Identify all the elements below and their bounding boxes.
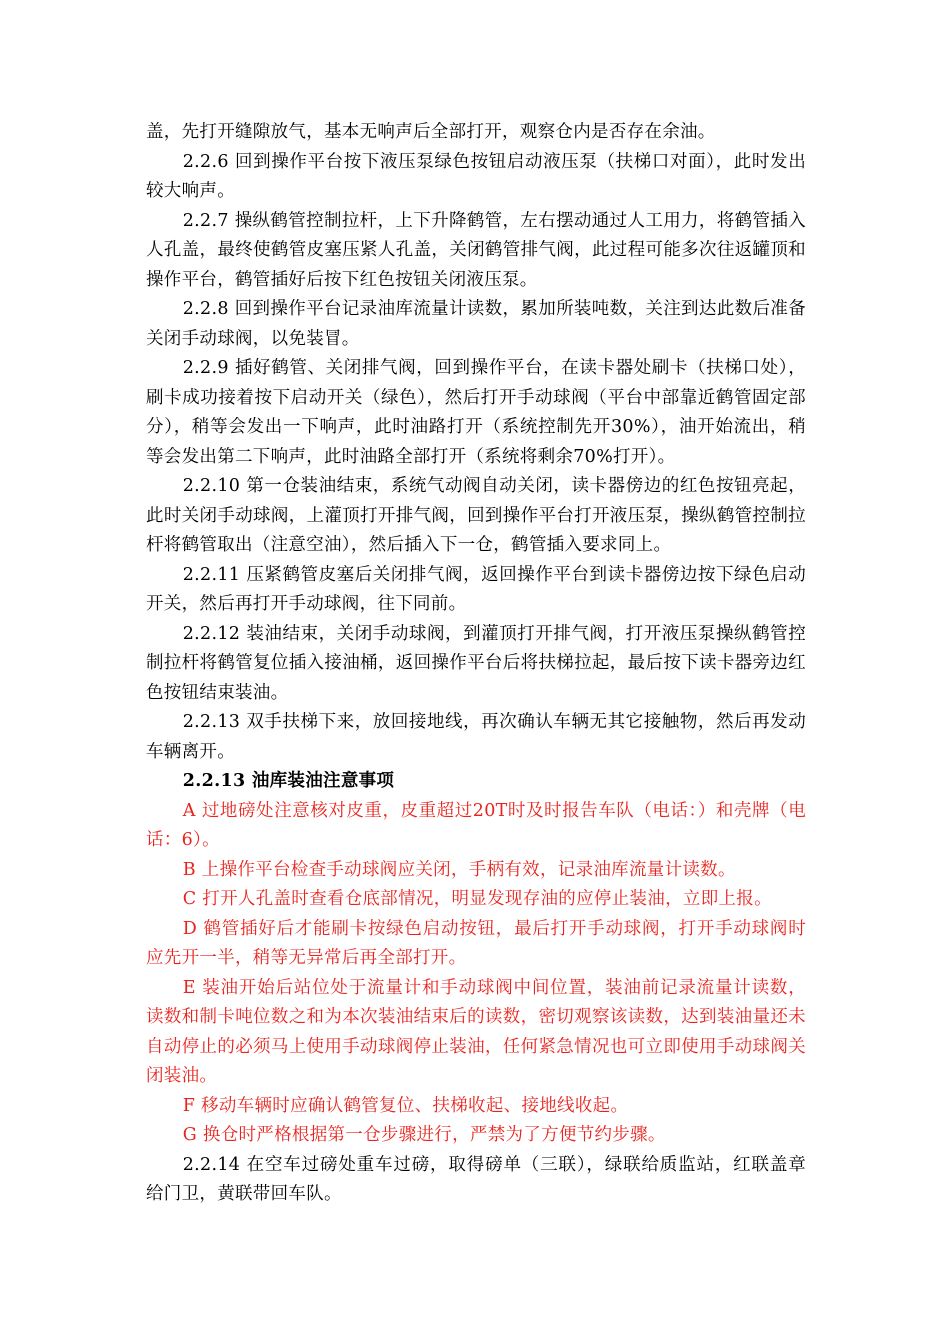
paragraph-2-2-7: 2.2.7 操纵鹤管控制拉杆，上下升降鹤管，左右摆动通过人工用力，将鹤管插入人孔盖，最终使鹤管皮塞压紧人孔盖，关闭鹤管排气阀，此过程可能多次往返罐顶和操作平台，鹤管插好后按下红色按钮关闭液压泵。	[146, 210, 806, 290]
paragraph-2-2-9: 2.2.9 插好鹤管、关闭排气阀，回到操作平台，在读卡器处刷卡（扶梯口处），刷卡成功接着按下启动开关（绿色），然后打开手动球阀（平台中部靠近鹤管固定部分），稍等会发出一下响声，此时油路打开（系统控制先开30%），油开始流出，稍等会发出第二下响声，此时油路全部打开（系统将剩余70%打开）。	[146, 358, 806, 467]
paragraph-2-2-8: 2.2.8 回到操作平台记录油库流量计读数，累加所装吨数，关注到达此数后准备关闭手动球阀，以免装冒。	[146, 299, 806, 349]
notice-item-b: B 上操作平台检查手动球阀应关闭，手柄有效，记录油库流量计读数。	[182, 859, 736, 880]
paragraph-continuation: 盖，先打开缝隙放气，基本无响声后全部打开，观察仓内是否存在余油。	[146, 122, 716, 142]
notice-item-c: C 打开人孔盖时查看仓底部情况，明显发现存油的应停止装油，立即上报。	[182, 889, 772, 909]
paragraph-2-2-13: 2.2.13 双手扶梯下来，放回接地线，再次确认车辆无其它接触物，然后再发动车辆离开。	[146, 712, 806, 762]
notice-item-e: E 装油开始后站位处于流量计和手动球阀中间位置，装油前记录流量计读数，读数和制卡吨位数之和为本次装油结束后的读数，密切观察该读数，达到装油量还未自动停止的必须马上使用手动球阀停止装油，任何紧急情况也可立即使用手动球阀关闭装油。	[146, 977, 806, 1086]
notice-item-a: A 过地磅处注意核对皮重，皮重超过20T时及时报告车队（电话：）和壳牌（电话：6）。	[146, 800, 806, 850]
paragraph-2-2-12: 2.2.12 装油结束，关闭手动球阀，到灌顶打开排气阀，打开液压泵操纵鹤管控制拉杆将鹤管复位插入接油桶，返回操作平台后将扶梯拉起，最后按下读卡器旁边红色按钮结束装油。	[146, 623, 806, 703]
paragraph-2-2-14: 2.2.14 在空车过磅处重车过磅，取得磅单（三联），绿联给质监站，红联盖章给门卫，黄联带回车队。	[146, 1154, 806, 1204]
notice-item-d: D 鹤管插好后才能刷卡按绿色启动按钮，最后打开手动球阀，打开手动球阀时应先开一半，稍等无异常后再全部打开。	[146, 918, 806, 968]
notice-item-g: G 换仓时严格根据第一仓步骤进行，严禁为了方便节约步骤。	[182, 1125, 666, 1145]
document-page	[146, 118, 806, 1210]
paragraph-2-2-6: 2.2.6 回到操作平台按下液压泵绿色按钮启动液压泵（扶梯口对面），此时发出较大响声。	[146, 151, 806, 201]
notice-item-f: F 移动车辆时应确认鹤管复位、扶梯收起、接地线收起。	[182, 1095, 629, 1116]
paragraph-2-2-10: 2.2.10 第一仓装油结束，系统气动阀自动关闭，读卡器傍边的红色按钮亮起，此时关闭手动球阀，上灌顶打开排气阀，回到操作平台打开液压泵，操纵鹤管控制拉杆将鹤管取出（注意空油），然后插入下一仓，鹤管插入要求同上。	[146, 476, 806, 555]
notice-heading: 2.2.13 油库装油注意事项	[182, 771, 395, 791]
notice-list	[146, 797, 806, 1151]
paragraph-2-2-11: 2.2.11 压紧鹤管皮塞后关闭排气阀，返回操作平台到读卡器傍边按下绿色启动开关，然后再打开手动球阀，往下同前。	[146, 564, 806, 614]
